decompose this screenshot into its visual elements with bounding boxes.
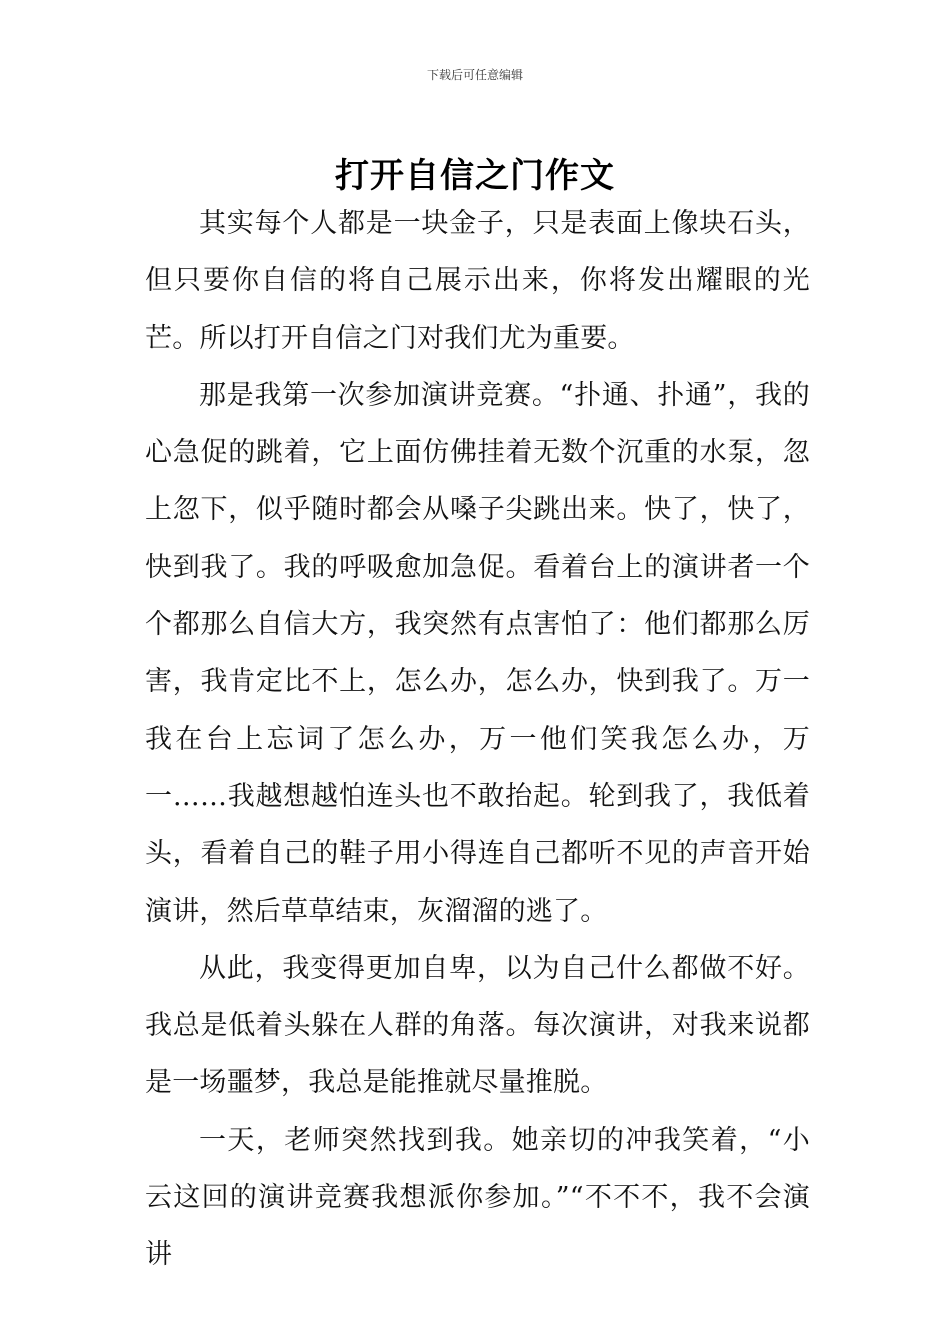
paragraph-1: 其实每个人都是一块金子，只是表面上像块石头，但只要你自信的将自己展示出来，你将发出耀眼的光芒。所以打开自信之门对我们尤为重要。 <box>145 208 810 354</box>
document-title: 打开自信之门作文 <box>335 155 615 196</box>
paragraph-2: 那是我第一次参加演讲竞赛。“扑通、扑通”，我的心急促的跳着，它上面仿佛挂着无数个沉重的水泵，忽上忽下，似乎随时都会从嗓子尖跳出来。快了，快了，快到我了。我的呼吸愈加急促。看着台上的演讲者一个个都那么自信大方，我突然有点害怕了：他们都那么厉害，我肯定比不上，怎么办，怎么办，快到我了。万一我在台上忘词了怎么办，万一他们笑我怎么办，万一……我越想越怕连头也不敢抬起。轮到我了，我低着头，看着自己的鞋子用小得连自己都听不见的声音开始演讲，然后草草结束，灰溜溜的逃了。 <box>145 379 810 927</box>
paragraph-4: 一天，老师突然找到我。她亲切的冲我笑着，“小云这回的演讲竞赛我想派你参加。”“不不不，我不会演讲 <box>145 1124 810 1271</box>
page-header-note: 下载后可任意编辑 <box>426 68 523 82</box>
paragraph-3: 从此，我变得更加自卑，以为自己什么都做不好。我总是低着头躲在人群的角落。每次演讲，对我来说都是一场噩梦，我总是能推就尽量推脱。 <box>145 952 810 1099</box>
document-body <box>145 195 810 1284</box>
